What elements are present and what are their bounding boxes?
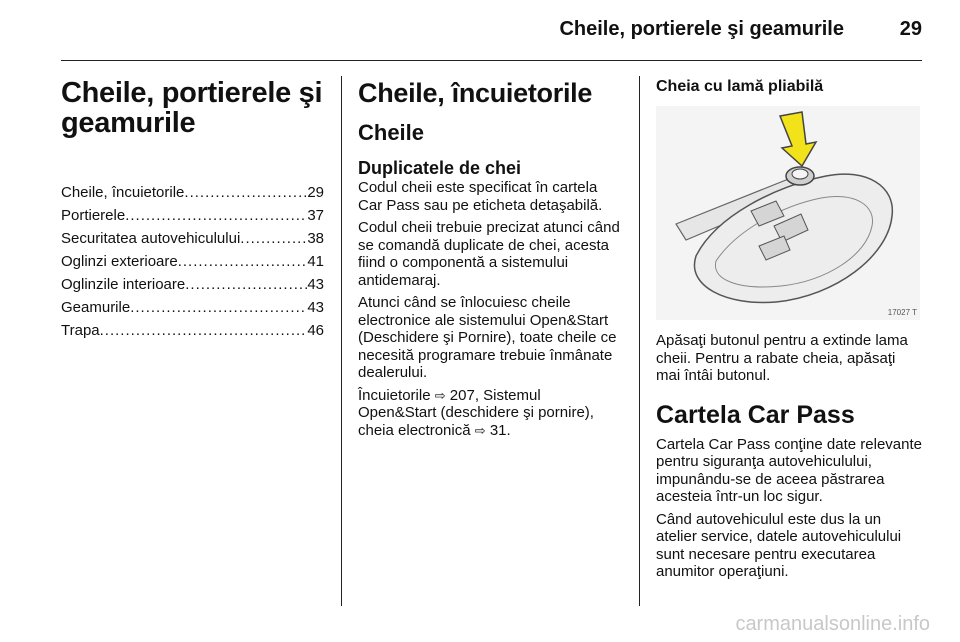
toc-leader (184, 184, 307, 201)
toc-page: 29 (307, 184, 324, 201)
toc-page: 37 (307, 207, 324, 224)
paragraph: Cartela Car Pass conţine date relevante pentru siguranţa autovehiculului, impunându-se de aceea păstrarea acesteia într-un loc sigur. (656, 435, 922, 505)
folding-key-column (656, 78, 922, 586)
toc-leader (240, 230, 307, 247)
toc-entry[interactable] (61, 299, 324, 322)
column-divider-1 (341, 76, 342, 606)
paragraph: Codul cheii trebuie precizat atunci când se comandă duplicate de chei, acesta fiind o componentă a sistemului antidemaraj. (358, 219, 620, 289)
toc-label: Portierele (61, 207, 126, 224)
toc-entry[interactable] (61, 322, 324, 345)
toc-leader (130, 299, 307, 316)
topic-heading: Duplicatele de chei (358, 158, 522, 178)
toc-label: Cheile, încuietorile (61, 184, 185, 201)
ref-text: Încuietorile (358, 386, 435, 404)
toc-entry[interactable] (61, 253, 324, 276)
header-rule (61, 60, 922, 61)
toc-label: Trapa (61, 322, 100, 339)
toc-entry[interactable] (61, 184, 324, 207)
figure-code: 17027 T (887, 308, 917, 317)
toc-leader (125, 207, 307, 224)
watermark: carmanualsonline.info (735, 613, 930, 635)
arrow-reference-icon: ⇨ (474, 422, 486, 438)
toc-label: Oglinzi exterioare (61, 253, 178, 270)
paragraph: Atunci când se înlocuiesc cheile electronice ale sistemului Open&Start (Deschidere şi Pornire), toate cheile ce necesită programare trebuie înmânate dealerului. (358, 294, 617, 381)
ref-link[interactable]: 31. (489, 421, 511, 439)
key-fob-icon (656, 106, 920, 320)
paragraph: Codul cheii este specificat în cartela Car Pass sau pe eticheta detaşabilă. (358, 179, 603, 214)
section-title: Cartela Car Pass (656, 400, 855, 429)
toc-leader (100, 322, 308, 339)
paragraph: Apăsaţi butonul pentru a extinde lama cheii. Pentru a rabate cheia, apăsaţi mai întâi butonul. (656, 332, 908, 384)
folding-key-illustration (656, 106, 920, 320)
section-title: Cheile, încuietorile (358, 78, 593, 108)
topic-heading: Cheia cu lamă pliabilă (656, 78, 824, 95)
paragraph: Când autovehiculul este dus la un atelier service, datele autovehiculului sunt necesare pentru executarea anumitor operaţiuni. (656, 510, 902, 580)
toc-label: Securitatea autovehiculului (61, 230, 241, 247)
toc-leader (178, 253, 308, 270)
toc-label: Oglinzile interioare (61, 276, 186, 293)
column-divider-2 (639, 76, 640, 606)
arrow-reference-icon: ⇨ (434, 387, 446, 403)
keys-column (358, 78, 622, 444)
toc-label: Geamurile (61, 299, 131, 316)
toc-page: 43 (307, 276, 324, 293)
toc-page: 43 (307, 299, 324, 316)
paragraph-with-references (358, 387, 622, 440)
toc-page: 41 (307, 253, 324, 270)
toc-entry[interactable] (61, 207, 324, 230)
chapter-title: Cheile, portierele şi geamurile (61, 77, 323, 139)
table-of-contents (61, 184, 324, 345)
toc-leader (185, 276, 307, 293)
ref-link[interactable]: 207, Sistemul Open&Start (deschidere şi pornire), cheia electronică (358, 386, 594, 439)
toc-column (61, 78, 324, 345)
toc-entry[interactable] (61, 230, 324, 253)
toc-page: 46 (307, 322, 324, 339)
subsection-title: Cheile (358, 120, 425, 145)
toc-entry[interactable] (61, 276, 324, 299)
header-title: Cheile, portierele şi geamurile (559, 18, 844, 40)
toc-page: 38 (307, 230, 324, 247)
page-number: 29 (899, 18, 922, 40)
